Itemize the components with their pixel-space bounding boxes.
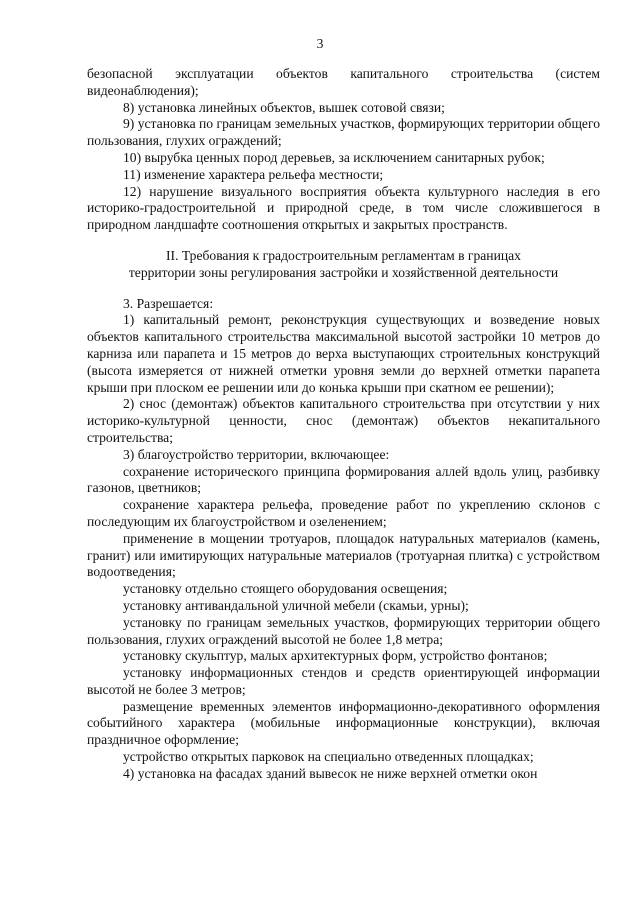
paragraph: установку антивандальной уличной мебели (скамьи, урны); <box>123 597 469 613</box>
spacer <box>87 282 600 296</box>
paragraph: 8) установка линейных объектов, вышек сотовой связи; <box>123 99 445 115</box>
paragraph: сохранение исторического принципа формирования аллей вдоль улиц, разбивку газонов, цветников; <box>87 463 600 496</box>
paragraph: установку скульптур, малых архитектурных форм, устройство фонтанов; <box>123 648 548 664</box>
paragraph: 3. Разрешается: <box>123 295 214 311</box>
paragraph: безопасной эксплуатации объектов капитального строительства (систем видеонаблюдения); <box>87 66 600 98</box>
document-body <box>87 66 600 783</box>
page-number: 3 <box>316 36 324 51</box>
paragraph: установку информационных стендов и средств ориентирующей информации высотой не более 3 метров; <box>87 665 600 697</box>
paragraph: применение в мощении тротуаров, площадок натуральных материалов (камень, гранит) или имитирующих натуральные материалов (тротуарная плитка) с устройством водоотведения; <box>87 530 600 580</box>
spacer <box>87 234 600 248</box>
paragraph: сохранение характера рельефа, проведение работ по укреплению склонов с последующим их благоустройством и озеленением; <box>87 497 600 529</box>
paragraph: 2) снос (демонтаж) объектов капитального строительства при отсутствии у них историко-культурной ценности, снос (демонтаж) объектов некапитального строительства; <box>87 396 600 445</box>
paragraph: 11) изменение характера рельефа местности; <box>123 166 384 182</box>
paragraph: 3) благоустройство территории, включающее: <box>123 446 390 462</box>
paragraph: установку отдельно стоящего оборудования освещения; <box>123 581 448 597</box>
paragraph: устройство открытых парковок на специально отведенных площадках; <box>123 749 534 765</box>
paragraph: установку по границам земельных участков, формирующих территории общего пользования, глухих ограждений высотой не более 1,8 метра; <box>87 614 600 647</box>
paragraph: 4) установка на фасадах зданий вывесок не ниже верхней отметки окон <box>123 765 538 781</box>
paragraph: 1) капитальный ремонт, реконструкция существующих и возведение новых объектов капитального строительства максимальной высотой застройки 10 метров до карниза или парапета и 15 метров до верха выступающих строительных конструкций (высота измеряется от нижней отметки уровня земли до верхней отметки парапета крыши при плоском ее решении или до конька крыши при скатном ее решении); <box>87 312 600 395</box>
paragraph: 12) нарушение визуального восприятия объекта культурного наследия в его историко-градостроительной и природной среде, в том числе сложившегося в природном ландшафте соотношения открытых и закрытых пространств. <box>87 183 600 233</box>
paragraph: 10) вырубка ценных пород деревьев, за исключением санитарных рубок; <box>123 149 545 165</box>
paragraph: размещение временных элементов информационно-декоративного оформления событийного характера (мобильные информационные конструкции), включая праздничное оформление; <box>87 698 600 748</box>
section-heading-line-2: территории зоны регулирования застройки и хозяйственной деятельности <box>128 264 559 280</box>
section-heading-line-1: II. Требования к градостроительным регламентам в границах <box>166 247 521 263</box>
paragraph: 9) установка по границам земельных участков, формирующих территории общего пользования, глухих ограждений; <box>87 116 600 149</box>
